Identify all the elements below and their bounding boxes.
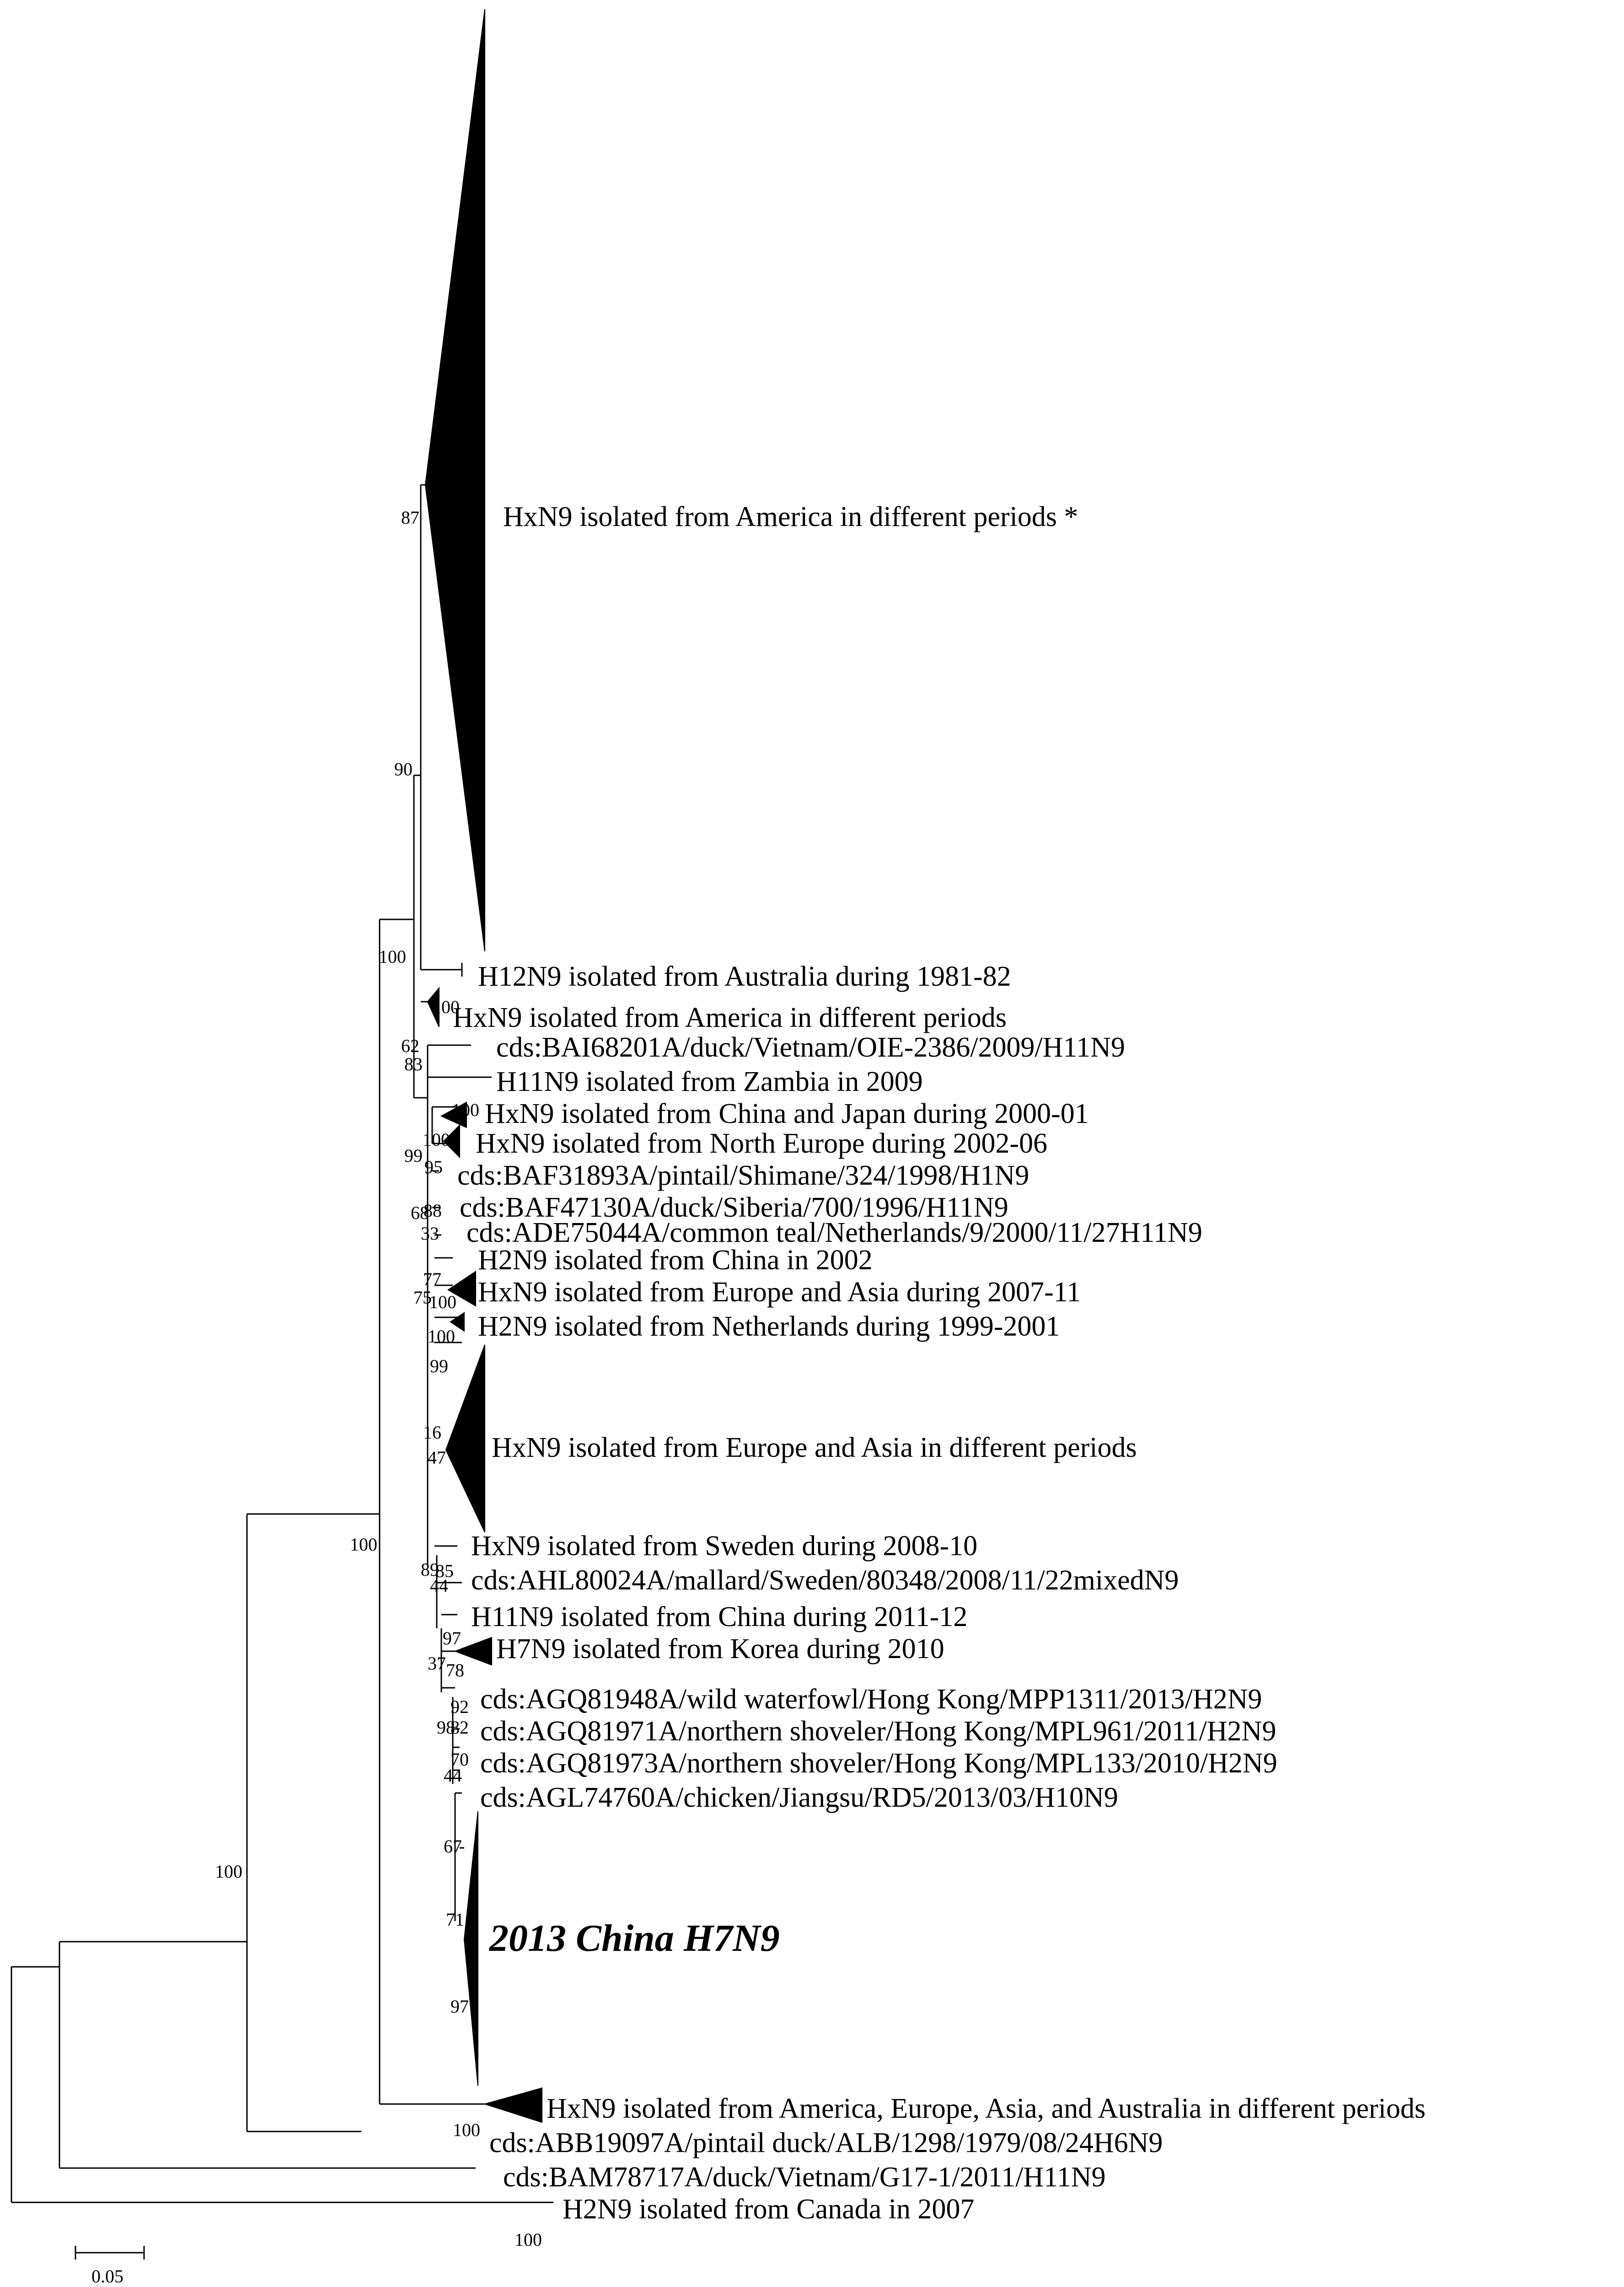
bootstrap-value: 92 <box>450 1696 469 1717</box>
tip-label: HxN9 isolated from America, Europe, Asia, and Australia in different periods <box>547 2093 1426 2124</box>
bootstrap-value: 71 <box>446 1909 464 1930</box>
bootstrap-value: 100 <box>452 1100 479 1120</box>
bootstrap-value: 77 <box>423 1269 441 1289</box>
tip-label: HxN9 isolated from Sweden during 2008-10 <box>471 1530 978 1562</box>
bootstrap-value: 89 <box>421 1559 439 1580</box>
tip-labels <box>453 501 1426 2225</box>
tip-label: H2N9 isolated from Netherlands during 1999-2001 <box>478 1311 1060 1342</box>
bootstrap-value: 95 <box>424 1157 443 1177</box>
bootstrap-values <box>215 507 542 2250</box>
bootstrap-value: 97 <box>450 1996 469 2017</box>
bootstrap-value: 16 <box>423 1422 441 1443</box>
bootstrap-value: 68 <box>411 1203 429 1223</box>
bootstrap-value: 90 <box>394 759 413 779</box>
tip-label: HxN9 isolated from America in different periods <box>453 1002 1007 1033</box>
bootstrap-value: 82 <box>450 1717 469 1738</box>
scale-bar-label: 0.05 <box>91 2266 123 2287</box>
collapsed-clade-america <box>425 9 485 951</box>
bootstrap-value: 33 <box>421 1223 439 1244</box>
bootstrap-value: 87 <box>401 507 419 528</box>
bootstrap-value: 100 <box>453 2120 480 2140</box>
tip-label: H11N9 isolated from Zambia in 2009 <box>496 1066 923 1097</box>
tip-label: cds:ABB19097A/pintail duck/ALB/1298/1979/08/24H6N9 <box>489 2127 1163 2158</box>
bootstrap-value: 100 <box>515 2229 542 2250</box>
bootstrap-value: 37 <box>428 1653 446 1674</box>
tip-label: HxN9 isolated from North Europe during 2002-06 <box>476 1128 1048 1159</box>
bootstrap-value: 83 <box>404 1054 423 1074</box>
tip-label: cds:ADE75044A/common teal/Netherlands/9/2000/11/27H11N9 <box>466 1217 1202 1248</box>
tip-label: cds:AGQ81948A/wild waterfowl/Hong Kong/MPP1311/2013/H2N9 <box>480 1684 1262 1715</box>
tip-label: cds:BAI68201A/duck/Vietnam/OIE-2386/2009/H11N9 <box>496 1032 1126 1063</box>
tip-label: H12N9 isolated from Australia during 1981-82 <box>478 961 1011 992</box>
bootstrap-value: 100 <box>215 1861 242 1882</box>
tip-label: cds:BAM78717A/duck/Vietnam/G17-1/2011/H11N9 <box>503 2162 1106 2193</box>
tip-label: cds:BAF47130A/duck/Siberia/700/1996/H11N9 <box>460 1192 1008 1223</box>
tip-label: H2N9 isolated from China in 2002 <box>478 1245 873 1276</box>
bootstrap-value: 100 <box>429 1292 456 1312</box>
bootstrap-value: 44 <box>444 1765 462 1786</box>
tip-label: H11N9 isolated from China during 2011-12 <box>471 1601 968 1632</box>
tip-label: cds:AHL80024A/mallard/Sweden/80348/2008/11/22mixedN9 <box>471 1565 1179 1596</box>
tip-label: HxN9 isolated from Europe and Asia in different periods <box>492 1432 1137 1463</box>
bootstrap-value: 97 <box>443 1628 461 1648</box>
scale-bar <box>75 2246 144 2287</box>
bootstrap-value: 99 <box>430 1356 448 1376</box>
tip-label: H2N9 isolated from Canada in 2007 <box>563 2194 975 2225</box>
bootstrap-value: 100 <box>423 1129 450 1150</box>
collapsed-clade-europe-asia <box>446 1345 485 1532</box>
tip-label: cds:BAF31893A/pintail/Shimane/324/1998/H1N9 <box>457 1160 1029 1191</box>
bootstrap-value: 88 <box>423 1200 442 1221</box>
bootstrap-value: 100 <box>432 997 460 1017</box>
bootstrap-value: 85 <box>435 1561 454 1581</box>
tip-label: cds:AGL74760A/chicken/Jiangsu/RD5/2013/03/H10N9 <box>480 1782 1118 1813</box>
bootstrap-value: 44 <box>430 1575 448 1596</box>
tip-label: H7N9 isolated from Korea during 2010 <box>496 1633 944 1664</box>
tip-label-highlight: 2013 China H7N9 <box>489 1917 780 1960</box>
tip-label: cds:AGQ81973A/northern shoveler/Hong Kong/MPL133/2010/H2N9 <box>480 1748 1277 1779</box>
bootstrap-value: 67 <box>444 1836 462 1857</box>
collapsed-clade-worldwide <box>485 2088 542 2122</box>
tip-label: HxN9 isolated from America in different periods * <box>503 501 1078 532</box>
tip-label: HxN9 isolated from Europe and Asia during 2007-11 <box>478 1277 1081 1308</box>
bootstrap-value: 99 <box>404 1145 423 1166</box>
bootstrap-value: 100 <box>350 1534 377 1555</box>
bootstrap-value: 62 <box>401 1036 419 1056</box>
bootstrap-value: 75 <box>413 1287 432 1308</box>
bootstrap-value: 100 <box>428 1326 455 1347</box>
bootstrap-value: 98 <box>437 1717 455 1738</box>
bootstrap-value: 100 <box>379 946 406 967</box>
tip-label: cds:AGQ81971A/northern shoveler/Hong Kong/MPL961/2011/H2N9 <box>480 1716 1276 1747</box>
bootstrap-value: 47 <box>428 1447 446 1468</box>
collapsed-clade-2013-china <box>464 1811 478 2086</box>
bootstrap-value: 70 <box>450 1749 469 1770</box>
bootstrap-value: 78 <box>446 1660 464 1680</box>
tip-label: HxN9 isolated from China and Japan during 2000-01 <box>485 1098 1089 1129</box>
